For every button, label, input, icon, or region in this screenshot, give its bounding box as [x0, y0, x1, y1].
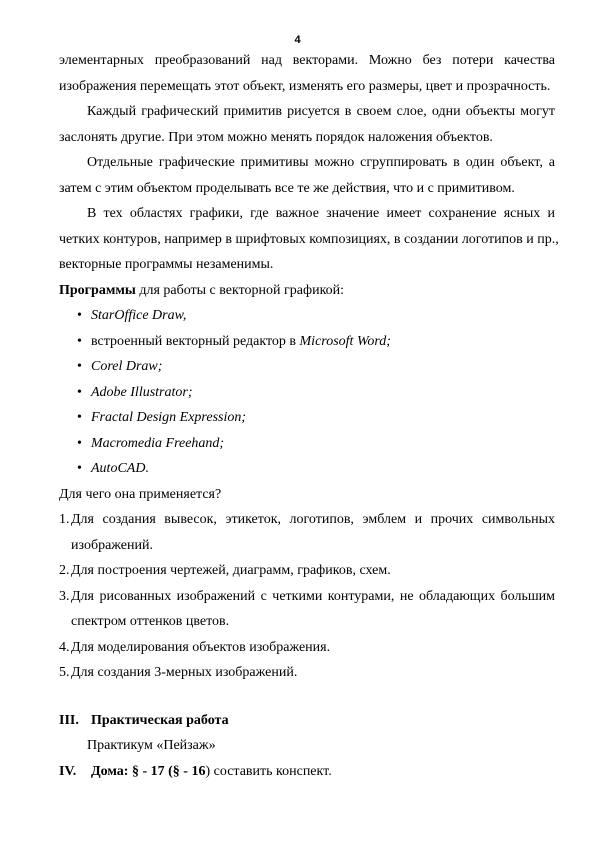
item-number: 4. — [59, 639, 70, 655]
uses-list — [59, 507, 555, 686]
spacer — [59, 686, 555, 708]
bullet-icon: • — [77, 384, 82, 400]
bullet-icon: • — [77, 333, 82, 349]
homework-text: ) составить конспект. — [205, 763, 332, 779]
paragraph-4-line-2: четких контуров, например в шрифтовых композициях, в создании логотипов и пр., — [59, 231, 559, 247]
section-number: IV. — [59, 763, 77, 779]
list-item — [77, 329, 555, 355]
program-name: Microsoft Word; — [299, 333, 391, 349]
document-body — [59, 48, 559, 784]
bullet-icon: • — [77, 435, 82, 451]
paragraph-4-line-3: векторные программы незаменимы. — [59, 257, 274, 272]
list-item — [77, 380, 555, 406]
programs-heading — [59, 278, 555, 304]
list-item — [77, 405, 555, 431]
item-text: Для создания вывесок, этикеток, логотипов, эмблем и прочих символьных — [71, 512, 555, 527]
program-name: StarOffice Draw, — [91, 308, 187, 323]
paragraph-1-line-2: изображения перемещать этот объект, изменять его размеры, цвет и прозрачность. — [59, 78, 551, 94]
section-title: Практическая работа — [91, 712, 229, 728]
section-4-heading — [59, 759, 555, 785]
paragraph-2-line-1: Каждый графический примитив рисуется в своем слое, одни объекты могут — [87, 104, 555, 119]
list-item — [77, 456, 555, 482]
bullet-icon: • — [77, 410, 82, 425]
item-text: Для рисованных изображений с четкими контурами, не обладающих большим — [71, 588, 555, 604]
program-text: встроенный векторный редактор в — [91, 333, 300, 349]
item-number: 5. — [59, 665, 70, 680]
program-name: Macromedia Freehand; — [91, 435, 225, 451]
bullet-icon: • — [77, 359, 82, 374]
list-item — [59, 584, 555, 610]
program-name: AutoCAD. — [91, 461, 149, 476]
list-item — [59, 507, 555, 533]
item-text: Для создания 3-мерных изображений. — [71, 665, 298, 680]
paragraph-1-line-1: элементарных преобразований над векторами. Можно без потери качества — [59, 53, 555, 68]
list-item — [59, 558, 555, 584]
section-number: III. — [59, 712, 79, 728]
paragraph-4-line-1: В тех областях графики, где важное значение имеет сохранение ясных и — [87, 206, 555, 221]
question-line: Для чего она применяется? — [59, 486, 222, 502]
list-item — [59, 660, 555, 686]
item-text: Для построения чертежей, диаграмм, графиков, схем. — [71, 563, 391, 578]
paragraph-3-line-1: Отдельные графические примитивы можно сгруппировать в один объект, а — [87, 155, 555, 170]
bullet-icon: • — [77, 308, 82, 323]
programs-heading-rest: для работы с векторной графикой: — [135, 282, 345, 298]
list-item — [77, 354, 555, 380]
programs-heading-bold: Программы — [59, 282, 136, 298]
programs-list — [59, 303, 555, 482]
list-item — [77, 431, 555, 457]
list-item-continuation: изображений. — [71, 537, 153, 553]
item-number: 1. — [59, 512, 70, 527]
paragraph-2-line-2: заслонять другие. При этом можно менять порядок наложения объектов. — [59, 129, 493, 145]
practicum-line: Практикум «Пейзаж» — [87, 738, 216, 753]
item-number: 3. — [59, 588, 70, 604]
item-text: Для моделирования объектов изображения. — [71, 639, 331, 655]
program-name: Corel Draw; — [91, 359, 163, 374]
list-item-continuation: спектром оттенков цветов. — [71, 614, 230, 629]
section-3-heading — [59, 708, 555, 734]
program-name: Adobe Illustrator; — [91, 384, 193, 400]
program-name: Fractal Design Expression; — [91, 410, 247, 425]
item-number: 2. — [59, 563, 70, 578]
bullet-icon: • — [77, 461, 82, 476]
paragraph-3-line-2: затем с этим объектом проделывать все те же действия, что и с примитивом. — [59, 180, 515, 196]
list-item — [77, 303, 555, 329]
page-number: 4 — [294, 34, 301, 46]
homework-label: Дома: § - 17 (§ - 16 — [91, 763, 206, 779]
list-item — [59, 635, 555, 661]
